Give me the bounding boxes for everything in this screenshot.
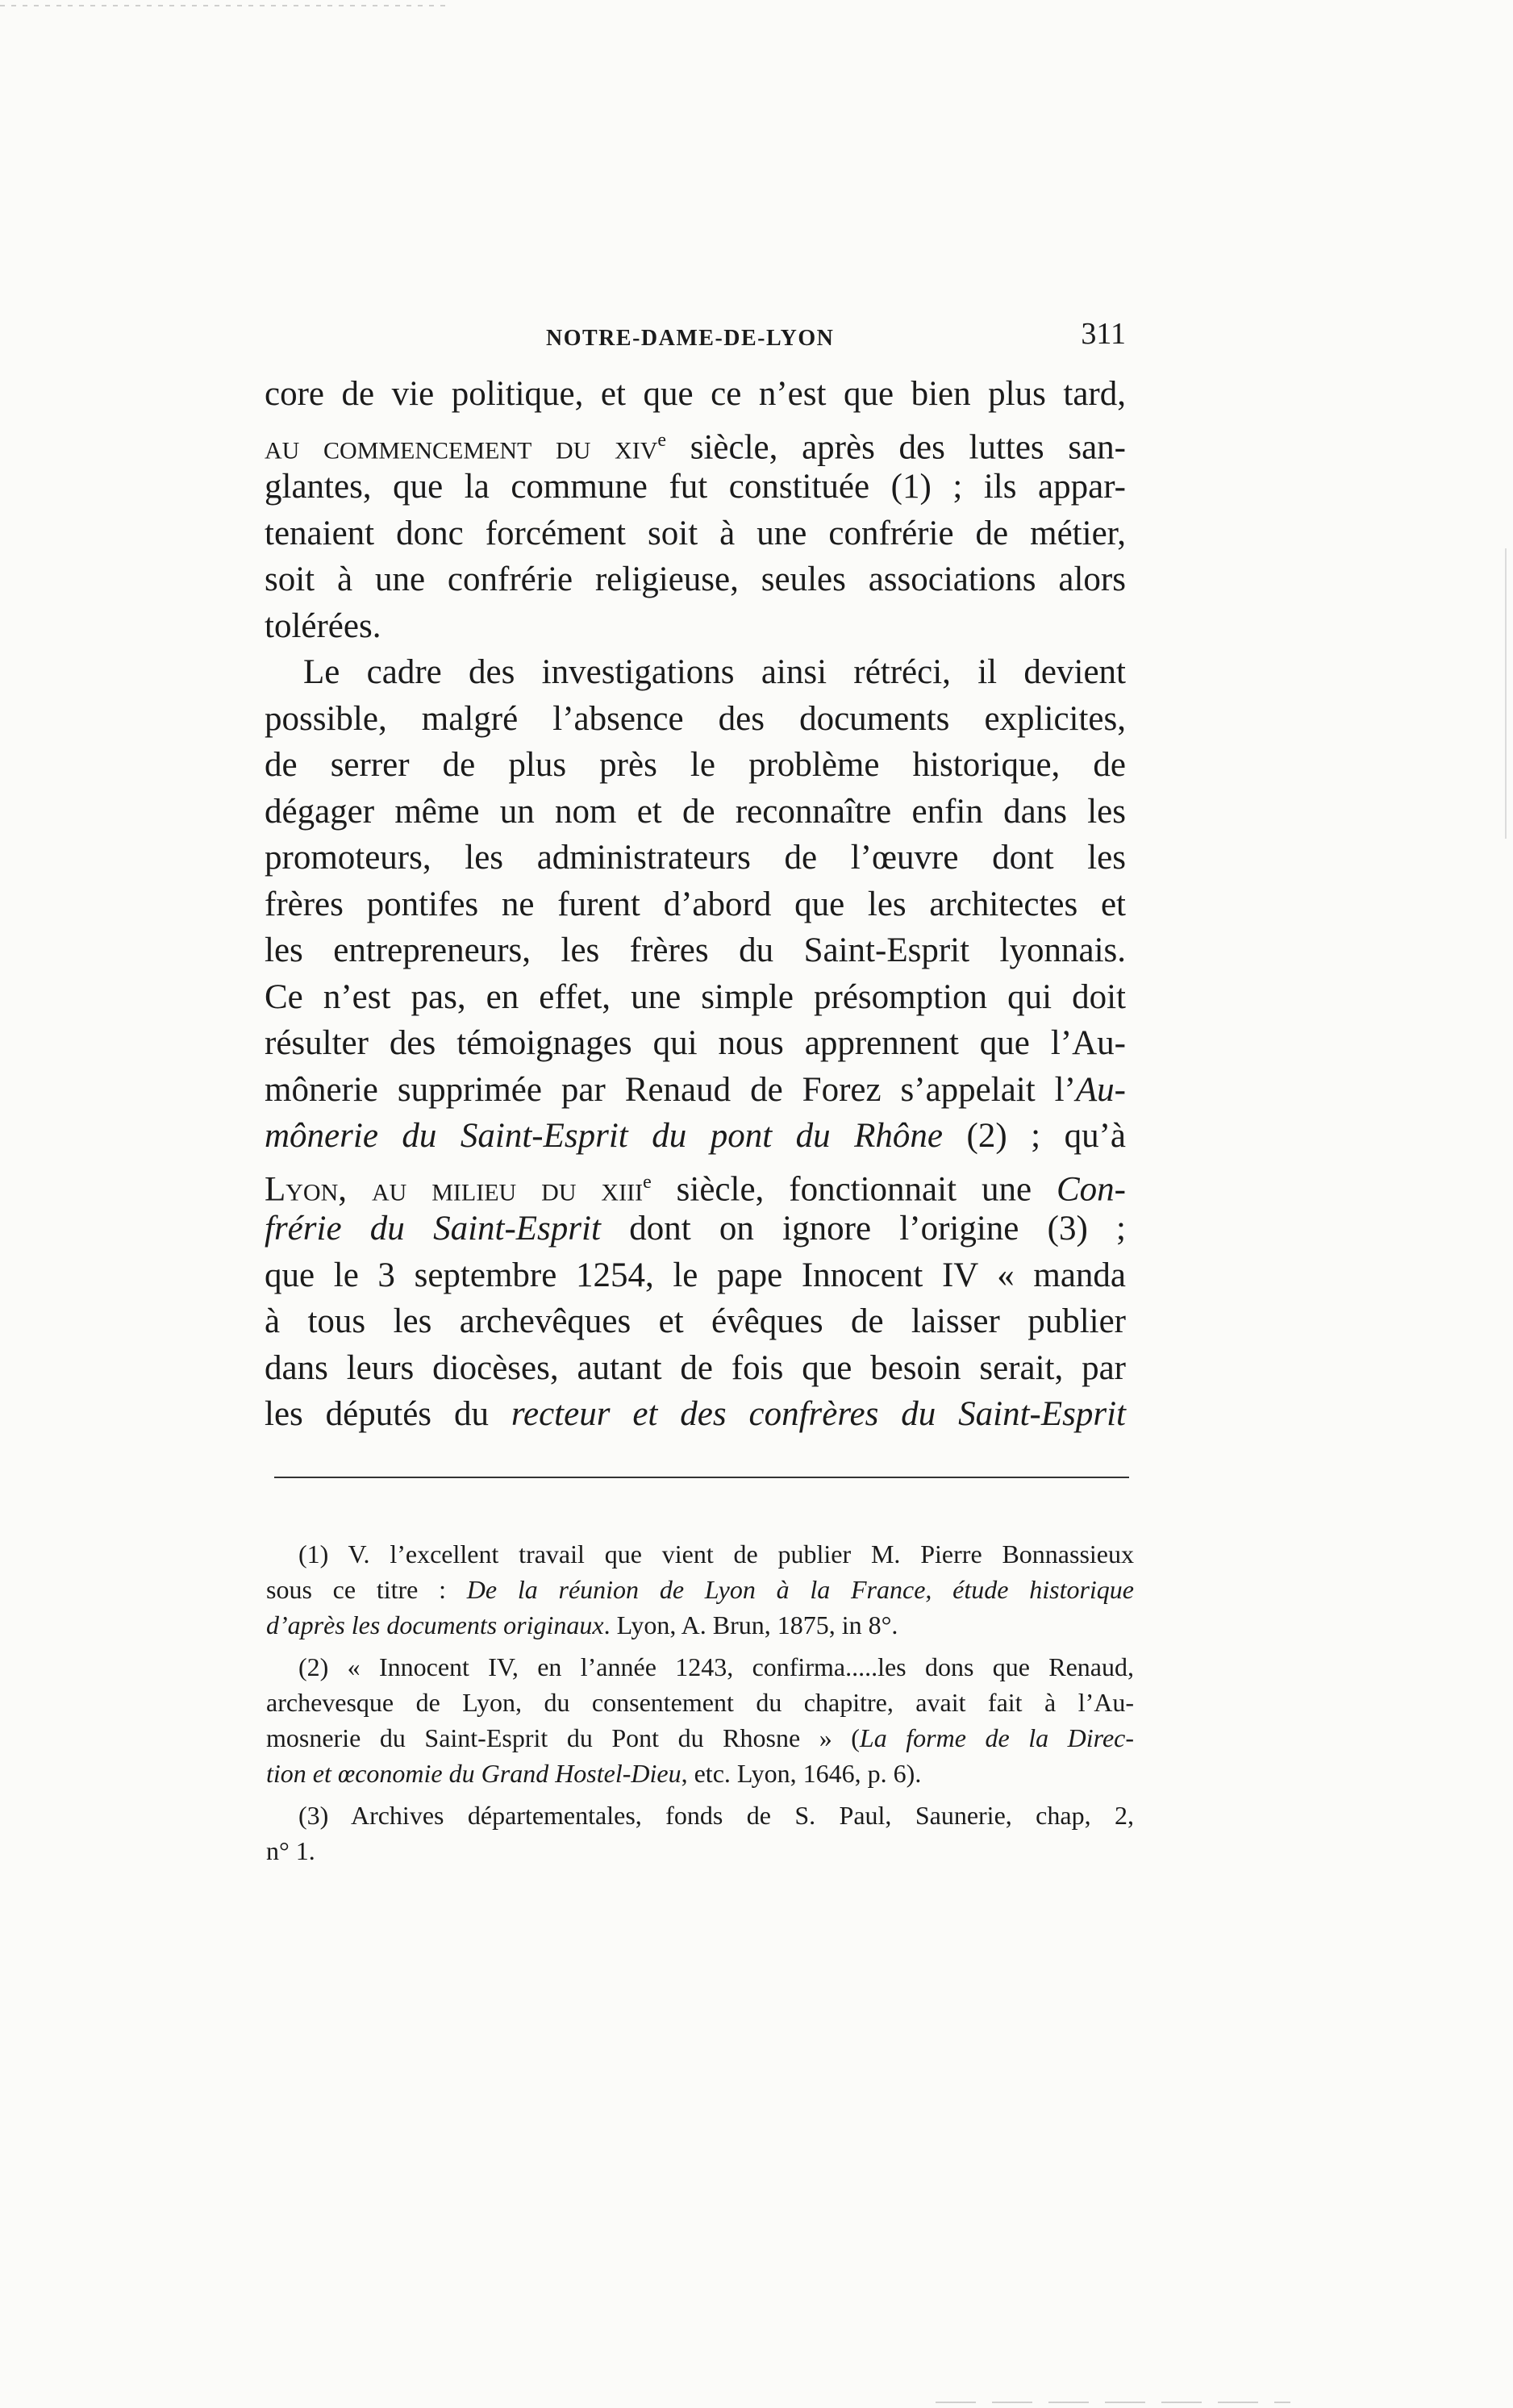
footnote-3 [266,1798,1134,1868]
main-text [265,371,1126,1438]
text-line: promoteurs, les administrateurs de l’œuvre dont les [265,839,1126,877]
text-line: à tous les archevêques et évêques de laisser publier [265,1302,1126,1340]
text-line: les entrepreneurs, les frères du Saint-Esprit lyonnais. [265,931,1126,969]
footnote-line: mosnerie du Saint-Esprit du Pont du Rhosne » (La forme de la Direc- [266,1723,1134,1752]
footnote-2 [266,1649,1134,1791]
footnote-line: (1) V. l’excellent travail que vient de publier M. Pierre Bonnassieux [298,1539,1134,1569]
text-line: soit à une confrérie religieuse, seules associations alors [265,560,1126,598]
footnote-line: (3) Archives départementales, fonds de S. Paul, Saunerie, chap, 2, [298,1801,1134,1830]
text-line: core de vie politique, et que ce n’est que bien plus tard, [265,375,1126,413]
text-line: frérie du Saint-Esprit dont on ignore l’origine (3) ; [265,1210,1126,1248]
text-line: dans leurs diocèses, autant de fois que besoin serait, par [265,1348,1126,1387]
footnote-line: n° 1. [266,1836,315,1865]
scan-artifact [1505,548,1507,839]
footnote-line: tion et œconomie du Grand Hostel-Dieu, etc. Lyon, 1646, p. 6). [266,1759,922,1788]
footnote-line: sous ce titre : De la réunion de Lyon à la France, étude historique [266,1575,1135,1604]
text-line: mônerie supprimée par Renaud de Forez s’appelait l’Au- [265,1070,1126,1109]
text-line: mônerie du Saint-Esprit du pont du Rhône (2) ; qu’à [265,1117,1126,1155]
text-line: dégager même un nom et de reconnaître enfin dans les [265,792,1126,831]
text-line: au commencement du xiv$^e$ siècle, après des luttes san- [265,427,1126,466]
footnote-divider [274,1477,1129,1478]
footnotes [266,1536,1134,1868]
text-line: Le cadre des investigations ainsi rétréci, il devient [303,653,1126,691]
text-line: Lyon, au milieu du xiii$^e$ siècle, fonctionnait une Con- [265,1169,1126,1208]
text-line: Ce n’est pas, en effet, une simple présomption qui doit [265,977,1126,1016]
text-line: résulter des témoignages qui nous apprennent que l’Au- [265,1024,1126,1062]
text-line: tolérées. [265,606,381,645]
text-line: frères pontifes ne furent d’abord que les architectes et [265,885,1126,923]
text-line: que le 3 septembre 1254, le pape Innocent IV « manda [265,1256,1126,1294]
page-header [265,316,1126,365]
text-line: possible, malgré l’absence des documents explicites, [265,699,1126,738]
page-number: 311 [1081,317,1126,351]
text-line: les députés du recteur et des confrères du Saint-Esprit [265,1395,1126,1433]
text-line: tenaient donc forcément soit à une confrérie de métier, [265,514,1126,552]
text-line: glantes, que la commune fut constituée (1) ; ils appar- [265,468,1126,506]
footnote-line: (2) « Innocent IV, en l’année 1243, confirma.....les dons que Renaud, [298,1652,1134,1681]
footnote-1 [266,1536,1134,1643]
footnote-line: archevesque de Lyon, du consentement du chapitre, avait fait à l’Au- [266,1688,1134,1717]
running-title: NOTRE-DAME-DE-LYON [546,326,835,351]
footnote-line: d’après les documents originaux. Lyon, A. Brun, 1875, in 8°. [266,1610,898,1639]
scan-artifact [0,5,452,6]
scan-artifact [936,2402,1290,2403]
text-line: de serrer de plus près le problème historique, de [265,746,1126,784]
